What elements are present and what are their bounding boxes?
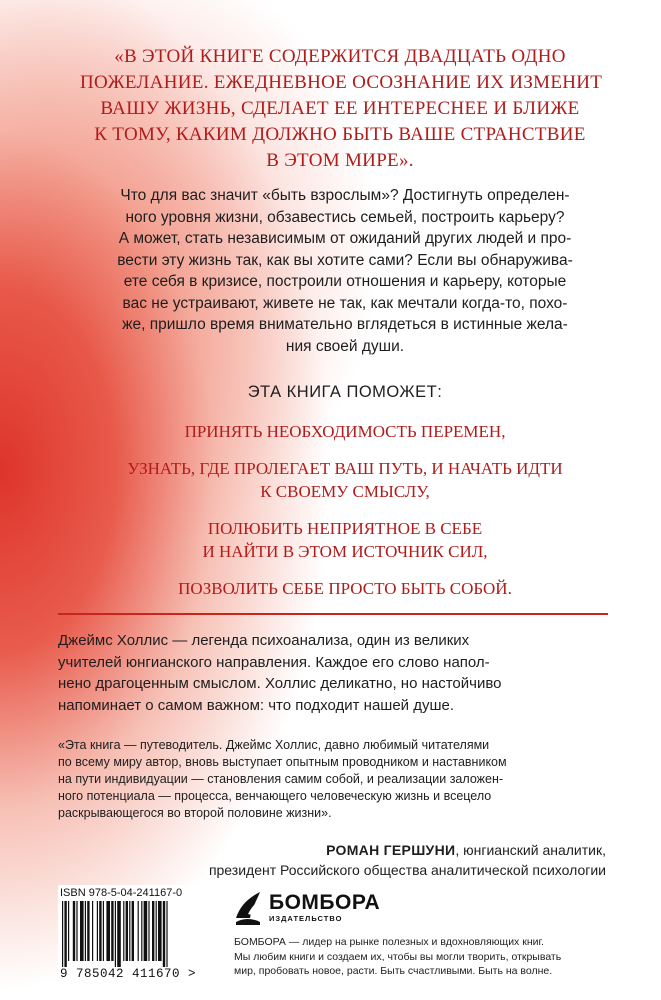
about-line: нено драгоценным смыслом. Холлис деликатно, но настойчиво [58,675,502,692]
barcode-bar [152,901,154,961]
about-line: учителей юнгианского направления. Каждое его слово напол- [58,653,490,671]
about-line: Джеймс Холлис — легенда психоанализа, один из великих [58,632,470,649]
top-quote-line: ВАШУ ЖИЗНЬ, СДЕЛАЕТ ЕЕ ИНТЕРЕСНЕЕ И БЛИЖЕ [100,98,580,119]
benefit-line: ПРИНЯТЬ НЕОБХОДИМОСТЬ ПЕРЕМЕН, [184,422,506,441]
reviewer-role: , юнгианский аналитик, [455,842,606,858]
barcode-bar [62,901,63,967]
barcode-bar [111,901,113,961]
intro-paragraph [90,185,600,357]
benefit-line: К СВОЕМУ СМЫСЛУ, [260,482,430,501]
signature-line-1 [209,840,606,860]
benefit-line: ПОЗВОЛИТЬ СЕБЕ ПРОСТО БЫТЬ СОБОЙ. [178,579,512,598]
barcode-bar [129,901,130,961]
benefits-list [90,420,600,614]
barcode-bar [99,901,101,961]
publisher-blurb-line: мир, пробовать новое, расти. Быть счастливыми. Быть на волне. [234,965,553,977]
barcode-bar [144,901,148,961]
benefit-line: ПОЛЮБИТЬ НЕПРИЯТНОЕ В СЕБЕ [207,519,483,538]
barcode-bar [92,901,93,961]
barcode-bar [166,901,167,967]
barcode-bar [76,901,77,961]
review-line: на пути индивидуации — становления самим собой, и реализации заложен- [58,772,504,786]
benefit-line: УЗНАТЬ, ГДЕ ПРОЛЕГАЕТ ВАШ ПУТЬ, И НАЧАТЬ ИДТИ [127,459,563,478]
barcode-bar [126,901,128,961]
barcode-bar [132,901,134,961]
publisher-blurb-line: Мы любим книги и создаем их, чтобы вы могли творить, открывать [234,950,562,963]
barcode-bar [163,901,165,967]
barcode-bar [148,901,149,961]
top-quote-line: «В ЭТОЙ КНИГЕ СОДЕРЖИТСЯ ДВАДЦАТЬ ОДНО [114,46,566,67]
review-quote [58,737,618,822]
intro-line: ете себя в кризисе, построили отношения и карьеру, которые [123,273,567,290]
benefit-item [90,420,600,443]
review-line: по всему миру автор, вновь выступает опытным проводником и наставником [58,755,507,769]
top-quote [80,44,603,174]
benefit-item [90,577,600,600]
publisher-blurb-line: БОМБОРА — лидер на рынке полезных и вдохновляющих книг. [234,936,544,948]
barcode-bar [138,901,139,961]
publisher-blurb [234,935,614,979]
top-quote-line: ПОЖЕЛАНИЕ. ЕЖЕДНЕВНОЕ ОСОЗНАНИЕ ИХ ИЗМЕНИТ [80,72,603,93]
barcode-bar [158,901,162,961]
intro-line: А может, стать независимым от ожиданий других людей и про- [118,230,572,247]
barcode-digits: 9 785042 411670 [60,967,181,981]
review-line: «Эта книга — путеводитель. Джеймс Холлис, давно любимый читателями [58,738,490,752]
publisher-logo [234,888,380,926]
isbn-label: ISBN 978-5-04-241167-0 [60,887,183,899]
intro-line: ния своей души. [285,337,405,355]
publisher-name: БОМБОРА [269,890,381,914]
benefit-line: И НАЙТИ В ЭТОМ ИСТОЧНИК СИЛ, [202,542,488,561]
barcode-bar [156,901,157,961]
intro-line: вести эту жизнь так, как вы хотите сами? Если вы обнаружива- [117,251,573,269]
isbn-barcode [58,885,210,993]
barcode-bar [115,901,116,967]
about-author [58,630,618,716]
about-line: напоминает о самом важном: что подходит нашей душе. [58,696,454,714]
bombora-wave-icon [234,888,262,926]
barcode-bar [103,901,104,961]
helps-heading: ЭТА КНИГА ПОМОЖЕТ: [247,383,443,401]
intro-line: вас не устраивают, живете не так, как мечтали когда-то, похо- [122,294,568,312]
barcode-bars [58,901,208,967]
intro-line: ного уровня жизни, обзавестись семьей, построить карьеру? [125,208,565,226]
intro-line: же, пришло время внимательно вглядеться в истинные жела- [122,316,568,333]
barcode-bar [87,901,89,961]
barcode-bar [68,901,69,961]
barcode-bar [80,901,84,961]
reviewer-name: РОМАН ГЕРШУНИ [326,842,456,858]
barcode-bar [97,901,98,961]
intro-line: Что для вас значит «быть взрослым»? Достигнуть определен- [120,187,570,204]
barcode-bar [106,901,110,961]
review-line: раскрывающегося во второй половине жизни». [58,806,332,820]
logo-text [269,892,380,923]
benefit-item [90,517,600,563]
barcode-bar [85,901,86,961]
section-divider [58,613,608,615]
review-line: ного потенциала — процесса, венчающего человеческую жизнь и всецело [58,789,492,803]
publisher-subtitle: ИЗДАТЕЛЬСТВО [269,913,343,923]
reviewer-position: президент Российского общества аналитической психологии [208,862,606,878]
barcode-quiet-zone-mark: > [188,967,197,981]
barcode-bar [73,901,75,961]
top-quote-line: К ТОМУ, КАКИМ ДОЛЖНО БЫТЬ ВАШЕ СТРАНСТВИЕ [94,124,586,145]
barcode-bar [123,901,124,961]
benefit-item [90,457,600,503]
barcode-bar [141,901,142,961]
barcode-bar [117,901,121,967]
review-signature [209,840,606,880]
barcode-digits-row [60,967,210,981]
barcode-bar [64,901,66,967]
top-quote-line: В ЭТОМ МИРЕ». [266,150,414,171]
